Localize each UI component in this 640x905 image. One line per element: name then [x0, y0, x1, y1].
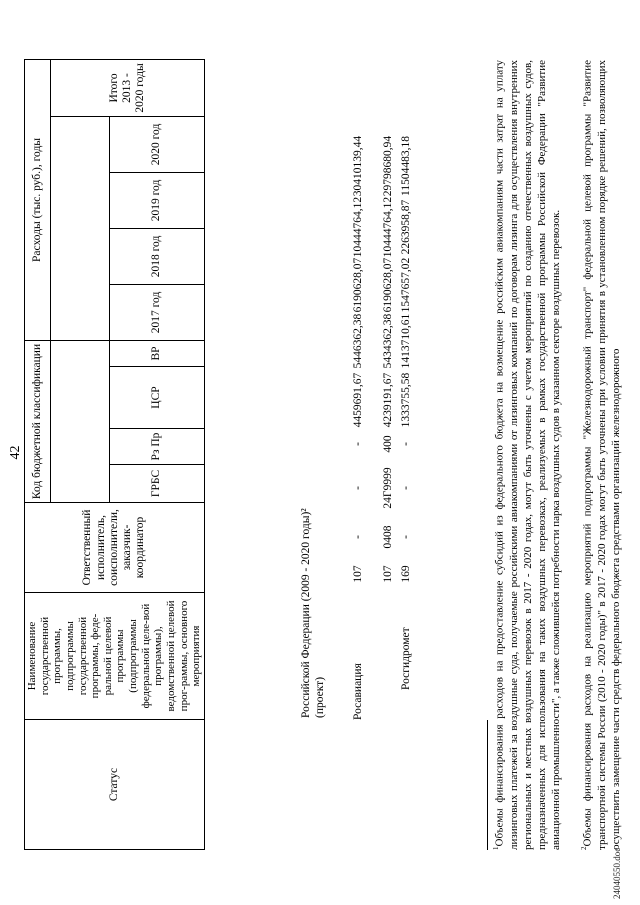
footnote-2-text: Объемы финансирования расходов на реализацию мероприятий подпрограммы "Железнодорожный транспорт" федеральной целевой программы "Развитие транспортной системы России (2010 - 2020 годы)" в 2017 - 2020 годах могут быть уточнены при условии принятия в установленном порядке решений, позволяющих осуществить замещение части средств федерального бюджета средствами организаций железнодорожного	[581, 60, 622, 850]
row-responsible: Росгидромет	[400, 627, 412, 690]
header-total: Итого 2013 - 2020 годы	[51, 59, 205, 116]
row-y2018: 5434362,38	[382, 313, 394, 369]
row-y2019: 6190628,07	[382, 257, 394, 313]
footnote-1-text: Объемы финансирования расходов на предоставление субсидий из федерального бюджета на возмещение российским авиакомпаниям части затрат на уплату лизинговых платежей за воздушные суда, получаемые российскими авиакомпаниями от лизинговых компаний по договорам лизинга для осуществления внутренних региональных и местных воздушных перевозок в 2017 - 2020 годах, могут быть уточнены с учетом мероприятий по созданию отечественных воздушных судов, предназначенных для использования на таких воздушных перевозках, реализуемых в рамках государственной программы Российской Федерации "Развитие авиационной промышленности", а также сложившейся потребности парка воздушных судов в указанном секторе воздушных перевозок.	[493, 60, 562, 850]
row-rzpr: 0408	[382, 525, 394, 549]
header-year-2017: 2017 год	[109, 284, 204, 340]
row-y2020: 10444764,12	[382, 196, 394, 258]
row-vr: -	[352, 442, 364, 446]
row-csr: -	[352, 486, 364, 490]
header-year-2019: 2019 год	[109, 172, 204, 228]
row-grbs: 107	[382, 565, 394, 583]
row-y2018: 5446362,38	[352, 313, 364, 369]
row-rzpr: -	[352, 535, 364, 539]
header-expenses: Расходы (тыс. руб.), годы	[25, 59, 51, 340]
header-budget-code: Код бюджетной классификации	[25, 340, 51, 502]
row-total: 30410139,44	[352, 135, 364, 197]
header-responsible: Ответственный исполнитель, соисполнители, заказчик-координатор	[25, 503, 205, 593]
header-table	[24, 59, 205, 850]
row-y2017: 4239191,67	[382, 372, 394, 428]
footnote-1	[492, 60, 563, 850]
header-name: Наименование государственной программы, подпрограммы государственной программы, феде-ральной целевой программы (подпрограммы федеральной целе-вой программы), ведомственной целевой прог-раммы, основного мероприятия	[25, 593, 205, 720]
row-y2019: 6190628,07	[352, 257, 364, 313]
footnote-2	[580, 60, 623, 850]
row-y2018: 1413710,61	[400, 313, 412, 369]
page-number: 42	[8, 445, 23, 460]
header-grbs: ГРБС	[109, 465, 204, 503]
row-vr: 400	[382, 435, 394, 453]
program-name-text: Российской Федерации (2009 - 2020 годы)²	[300, 508, 312, 718]
footnote-2-mark: 2	[580, 846, 588, 850]
row-y2020: 2263958,87	[400, 199, 412, 255]
row-total: 29798680,94	[382, 135, 394, 197]
doc-reference: 24040550.doc	[612, 847, 622, 899]
row-csr: 24Г9999	[382, 467, 394, 509]
row-total: 11504483,18	[400, 136, 412, 196]
row-y2020: 10444764,12	[352, 196, 364, 258]
header-vr: ВР	[109, 340, 204, 366]
row-grbs: 169	[400, 565, 412, 583]
header-rzpr: Рз Пр	[109, 429, 204, 465]
row-csr: -	[400, 486, 412, 490]
row-y2017: 1333755,58	[400, 372, 412, 428]
header-year-2020: 2020 год	[109, 116, 204, 172]
footnote-separator	[487, 720, 488, 850]
row-y2019: 1547657,02	[400, 257, 412, 313]
header-csr: ЦСР	[109, 367, 204, 429]
row-vr: -	[400, 442, 412, 446]
header-year-2018: 2018 год	[109, 228, 204, 284]
row-responsible: Росавиация	[352, 663, 364, 720]
header-code-blank	[51, 340, 110, 502]
row-y2017: 4459691,67	[352, 372, 364, 428]
program-name	[300, 508, 328, 718]
header-status: Статус	[25, 720, 205, 850]
program-name-note: (проект)	[313, 676, 326, 718]
footnote-1-mark: 1	[492, 846, 500, 850]
header-years-blank	[51, 116, 110, 340]
row-grbs: 107	[352, 565, 364, 583]
row-rzpr: -	[400, 535, 412, 539]
